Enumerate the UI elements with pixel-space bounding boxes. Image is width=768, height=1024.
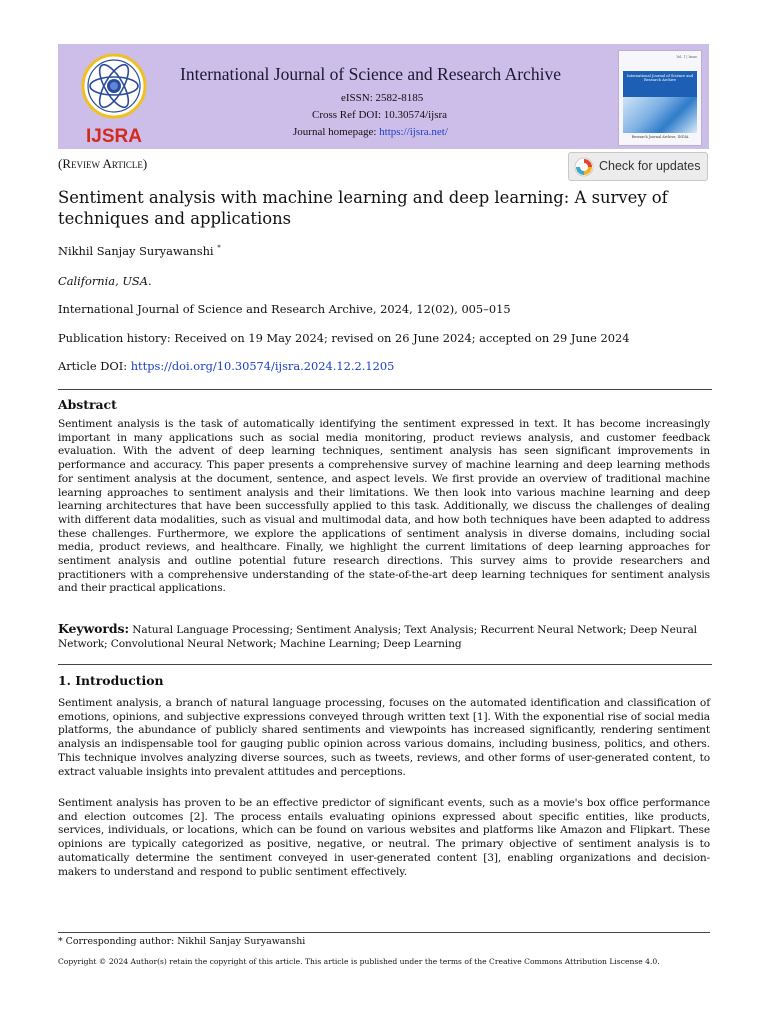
crossref-doi: Cross Ref DOI: 10.30574/ijsra	[312, 109, 448, 121]
divider	[58, 389, 712, 390]
homepage-link[interactable]: https://ijsra.net/	[379, 126, 448, 138]
journal-cover-thumbnail	[618, 50, 702, 146]
check-updates-label: Check for updates	[599, 159, 701, 173]
introduction-paragraph: Sentiment analysis, a branch of natural language processing, focuses on the automated identification and classification of emotions, opinions, and subjective expressions conveyed through written text [1]. With the exponential rise of social media platforms, the abundance of publicly shared sentiments and viewpoints has increased significantly, rendering sentiment analysis an indispensable tool for gauging public opinion across various domains, including business, politics, and others. This technique involves analyzing diverse sources, such as tweets, reviews, and other forms of user-generated content, to extract valuable insights into prevalent attitudes and perceptions.	[58, 697, 710, 778]
introduction-paragraph: Sentiment analysis has proven to be an effective predictor of significant events, such as a movie's box office performance and election outcomes [2]. The process entails evaluating opinions expressed about specific entities, like products, services, individuals, or locations, which can be found on various websites and platforms like Amazon and Flipkart. These opinions are typically categorized as positive, negative, or neutral. The primary objective of sentiment analysis is to automatically determine the sentiment conveyed in user-generated content [3], enabling organizations and decision-makers to understand and respond to public sentiment effectively.	[58, 797, 710, 878]
logo-text: IJSRA	[86, 126, 142, 146]
cover-issue-text: Vol. 1 | Issue	[676, 55, 697, 59]
abstract-heading: Abstract	[58, 397, 117, 412]
journal-homepage	[293, 126, 448, 138]
author-mark: *	[217, 244, 221, 253]
keywords-label: Keywords:	[58, 621, 129, 636]
article-type: (Review Article)	[58, 156, 148, 171]
journal-header-banner	[58, 44, 709, 149]
homepage-label: Journal homepage:	[293, 126, 380, 138]
article-title: Sentiment analysis with machine learning and deep learning: A survey of techniques and applications	[58, 188, 668, 228]
author-name: Nikhil Sanjay Suryawanshi	[58, 244, 214, 258]
abstract-text: Sentiment analysis is the task of automatically identifying the sentiment expressed in text. It has become increasingly important in many applications such as social media monitoring, product reviews analysis, and customer feedback evaluation. With the advent of deep learning techniques, sentiment analysis has seen significant improvements in performance and accuracy. This paper presents a comprehensive survey of machine learning and deep learning methods for sentiment analysis at the document, sentence, and aspect levels. We first provide an overview of traditional machine learning approaches to sentiment analysis and their limitations. We then look into various machine learning and deep learning architectures that have been successfully applied to this task. Additionally, we discuss the challenges of dealing with different data modalities, such as visual and multimodal data, and how both techniques have been adapted to address these challenges. Furthermore, we explore the applications of sentiment analysis in diverse domains, including social media, product reviews, and healthcare. Finally, we highlight the current limitations of deep learning approaches for sentiment analysis and outline potential future research directions. This survey aims to provide researchers and practitioners with a comprehensive understanding of the state-of-the-art deep learning techniques for sentiment analysis and their practical applications.	[58, 418, 710, 595]
introduction-heading: 1. Introduction	[58, 673, 164, 688]
atom-logo-icon	[68, 48, 160, 146]
publication-history: Publication history: Received on 19 May 2024; revised on 26 June 2024; accepted on 29 June 2024	[58, 331, 630, 345]
keywords-text: Natural Language Processing; Sentiment Analysis; Text Analysis; Recurrent Neural Network; Deep Neural Network; Convolutional Neural Network; Machine Learning; Deep Learning	[58, 624, 697, 650]
divider	[58, 664, 712, 665]
author	[58, 244, 221, 258]
doi-link[interactable]: https://doi.org/10.30574/ijsra.2024.12.2.1205	[130, 359, 395, 373]
doi-label: Article DOI:	[58, 359, 131, 373]
cover-title: International Journal of Science and Research Archive	[623, 71, 697, 97]
copyright-notice: Copyright © 2024 Author(s) retain the copyright of this article. This article is published under the terms of the Creative Commons Attribution Liscense 4.0.	[58, 957, 660, 966]
footnote-divider	[58, 932, 710, 933]
cover-footer: Research Journal Archive, INDIA	[631, 135, 689, 139]
citation: International Journal of Science and Research Archive, 2024, 12(02), 005–015	[58, 302, 511, 316]
corresponding-author-footnote: * Corresponding author: Nikhil Sanjay Suryawanshi	[58, 936, 306, 947]
journal-title: International Journal of Science and Research Archive	[180, 64, 561, 84]
affiliation: California, USA.	[58, 274, 152, 288]
check-for-updates-button[interactable]	[568, 152, 708, 181]
eissn: eISSN: 2582-8185	[341, 92, 424, 104]
cover-image	[623, 97, 697, 133]
crossmark-icon	[574, 157, 594, 177]
ijsra-logo	[68, 48, 160, 146]
article-doi	[58, 359, 394, 373]
keywords	[58, 622, 710, 651]
